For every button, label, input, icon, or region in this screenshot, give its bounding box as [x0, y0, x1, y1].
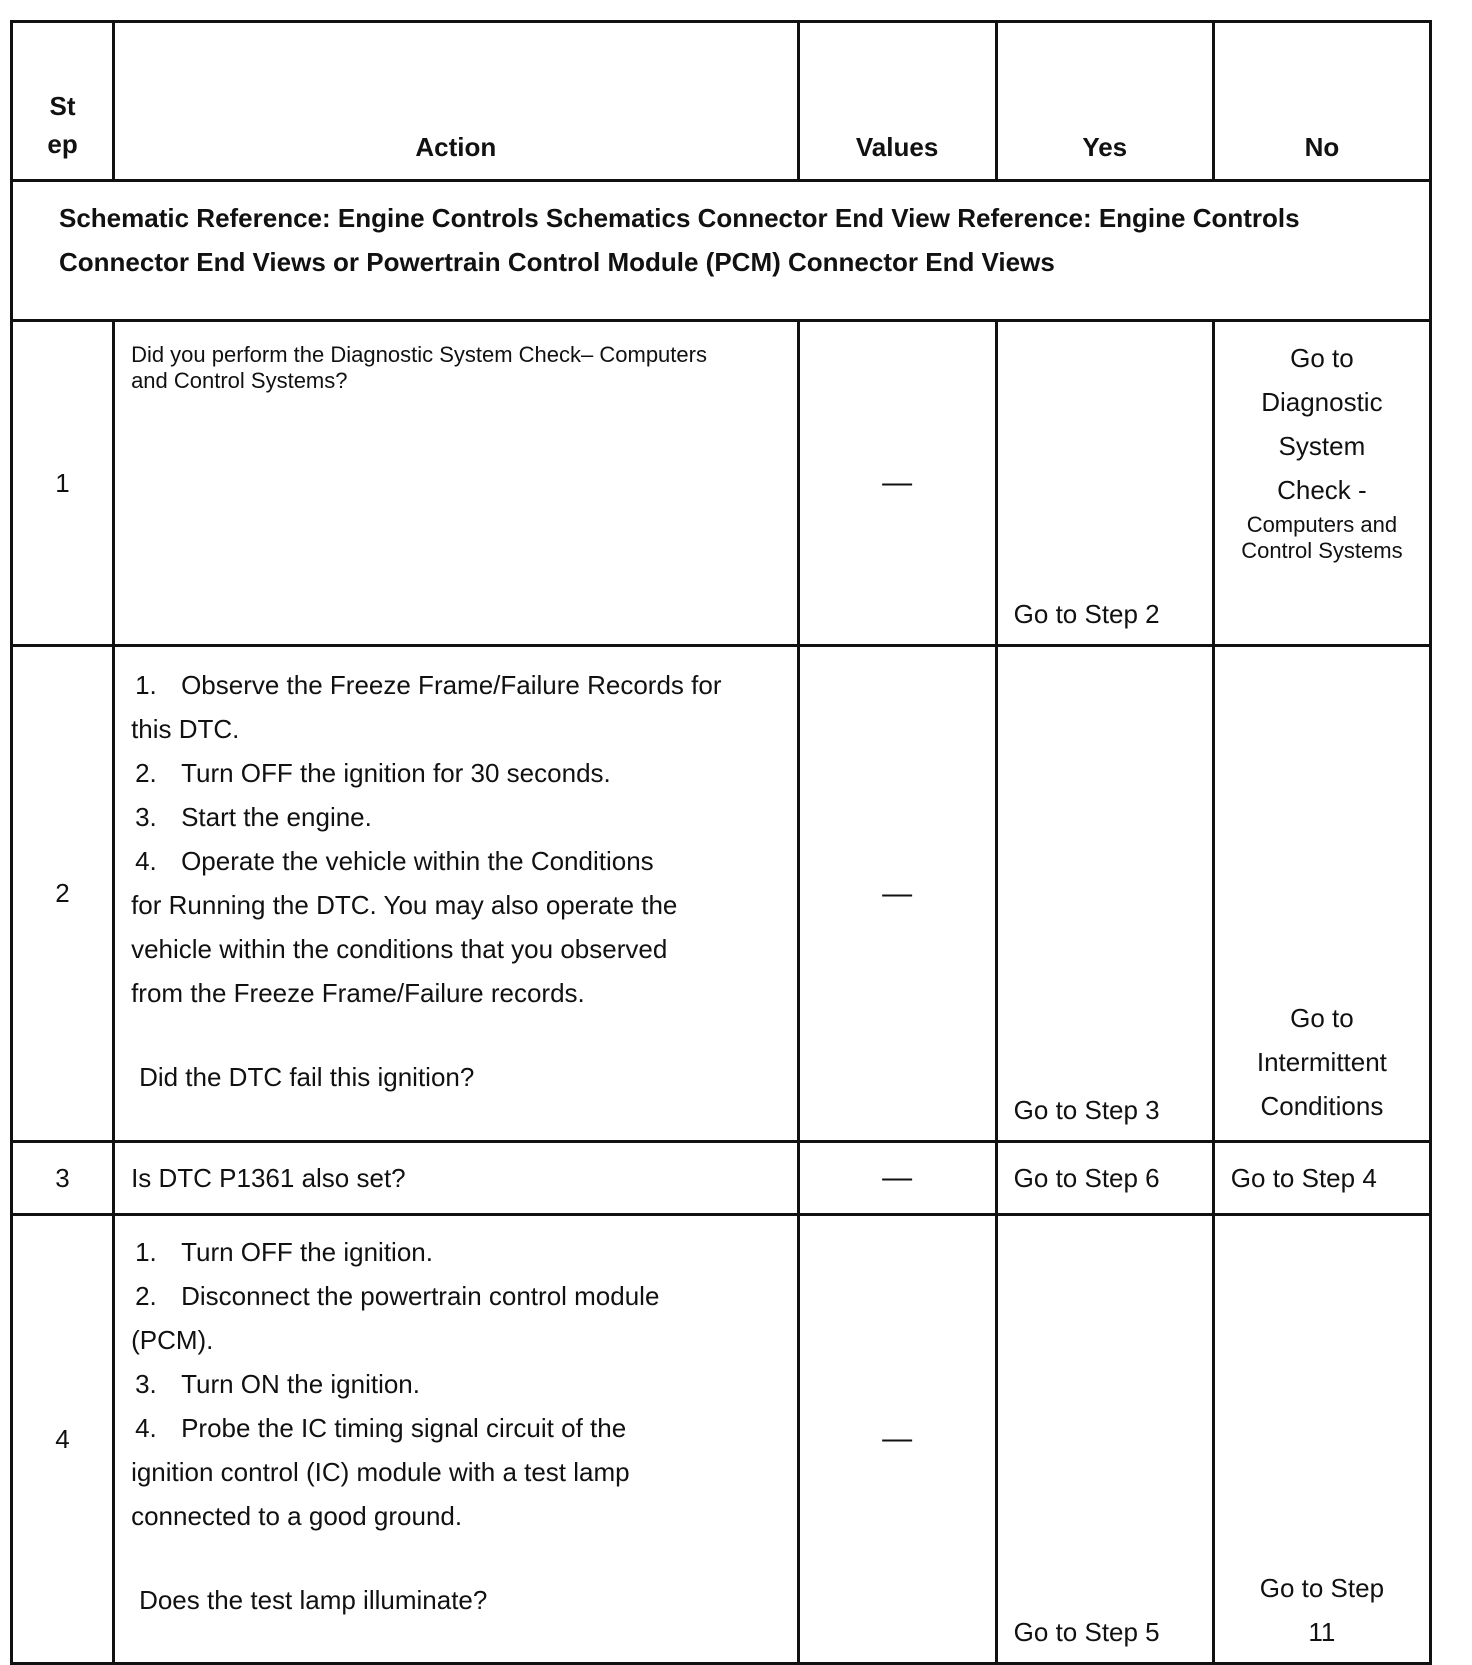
header-yes: Yes	[996, 22, 1213, 181]
action-item: this DTC.	[131, 714, 240, 744]
action-item: 2. Disconnect the powertrain control module	[135, 1281, 660, 1311]
no-cell	[1213, 321, 1430, 646]
action-question: Did the DTC fail this ignition?	[139, 1062, 475, 1092]
action-item: 4. Probe the IC timing signal circuit of the	[135, 1413, 627, 1443]
values-cell: —	[798, 1142, 996, 1215]
table-row	[12, 1215, 1431, 1664]
action-item: ignition control (IC) module with a test lamp	[131, 1457, 630, 1487]
yes-cell: Go to Step 6	[996, 1142, 1213, 1215]
no-line: Conditions	[1260, 1091, 1384, 1121]
table-header-row	[12, 22, 1431, 181]
action-item: connected to a good ground.	[131, 1501, 463, 1531]
no-line: System	[1278, 431, 1366, 461]
action-item: 1. Observe the Freeze Frame/Failure Records for	[135, 670, 722, 700]
action-line: and Control Systems?	[131, 368, 348, 393]
action-item: 3. Start the engine.	[135, 802, 372, 832]
action-cell	[114, 321, 798, 646]
action-question: Is DTC P1361 also set?	[131, 1163, 406, 1193]
table-row	[12, 321, 1431, 646]
no-line: Diagnostic	[1261, 387, 1383, 417]
step-number: 1	[12, 321, 114, 646]
action-cell	[114, 1142, 798, 1215]
action-item: 3. Turn ON the ignition.	[135, 1369, 420, 1399]
yes-cell: Go to Step 3	[996, 646, 1213, 1142]
step-number: 3	[12, 1142, 114, 1215]
no-line: Check -	[1277, 475, 1367, 505]
values-cell: —	[798, 1215, 996, 1664]
reference-line1: Schematic Reference: Engine Controls Schematics Connector End View Reference: Engine Controls	[59, 203, 1300, 233]
action-item: 1. Turn OFF the ignition.	[135, 1237, 433, 1267]
values-cell: —	[798, 321, 996, 646]
no-cell	[1213, 646, 1430, 1142]
no-line: Go to Step	[1259, 1573, 1385, 1603]
action-question: Does the test lamp illuminate?	[139, 1585, 488, 1615]
no-line: Go to	[1290, 343, 1354, 373]
step-number: 4	[12, 1215, 114, 1664]
no-cell	[1213, 1215, 1430, 1664]
no-cell: Go to Step 4	[1213, 1142, 1430, 1215]
action-item: 2. Turn OFF the ignition for 30 seconds.	[135, 758, 611, 788]
diagnostic-table	[10, 20, 1432, 1665]
header-no: No	[1213, 22, 1430, 181]
no-line: Intermittent	[1256, 1047, 1387, 1077]
yes-cell: Go to Step 2	[996, 321, 1213, 646]
action-item: 4. Operate the vehicle within the Conditions	[135, 846, 654, 876]
action-item: vehicle within the conditions that you observed	[131, 934, 668, 964]
no-line-small: Computers and	[1246, 512, 1398, 537]
action-cell	[114, 1215, 798, 1664]
action-item: (PCM).	[131, 1325, 214, 1355]
action-cell	[114, 646, 798, 1142]
header-values: Values	[798, 22, 996, 181]
header-step	[12, 22, 114, 181]
step-number: 2	[12, 646, 114, 1142]
no-line-small: Control Systems	[1241, 538, 1403, 563]
schematic-reference-row	[12, 181, 1431, 321]
reference-line2: Connector End Views or Powertrain Control Module (PCM) Connector End Views	[59, 247, 1055, 277]
header-step-line1: St	[49, 91, 76, 121]
action-line: Did you perform the Diagnostic System Check– Computers	[131, 342, 707, 367]
action-item: for Running the DTC. You may also operate the	[131, 890, 678, 920]
no-line: 11	[1308, 1617, 1336, 1647]
schematic-reference	[12, 181, 1431, 321]
header-step-line2: ep	[47, 129, 78, 159]
values-cell: —	[798, 646, 996, 1142]
table-row	[12, 1142, 1431, 1215]
yes-cell: Go to Step 5	[996, 1215, 1213, 1664]
header-action: Action	[114, 22, 798, 181]
action-item: from the Freeze Frame/Failure records.	[131, 978, 585, 1008]
table-row	[12, 646, 1431, 1142]
no-line: Go to	[1290, 1003, 1354, 1033]
